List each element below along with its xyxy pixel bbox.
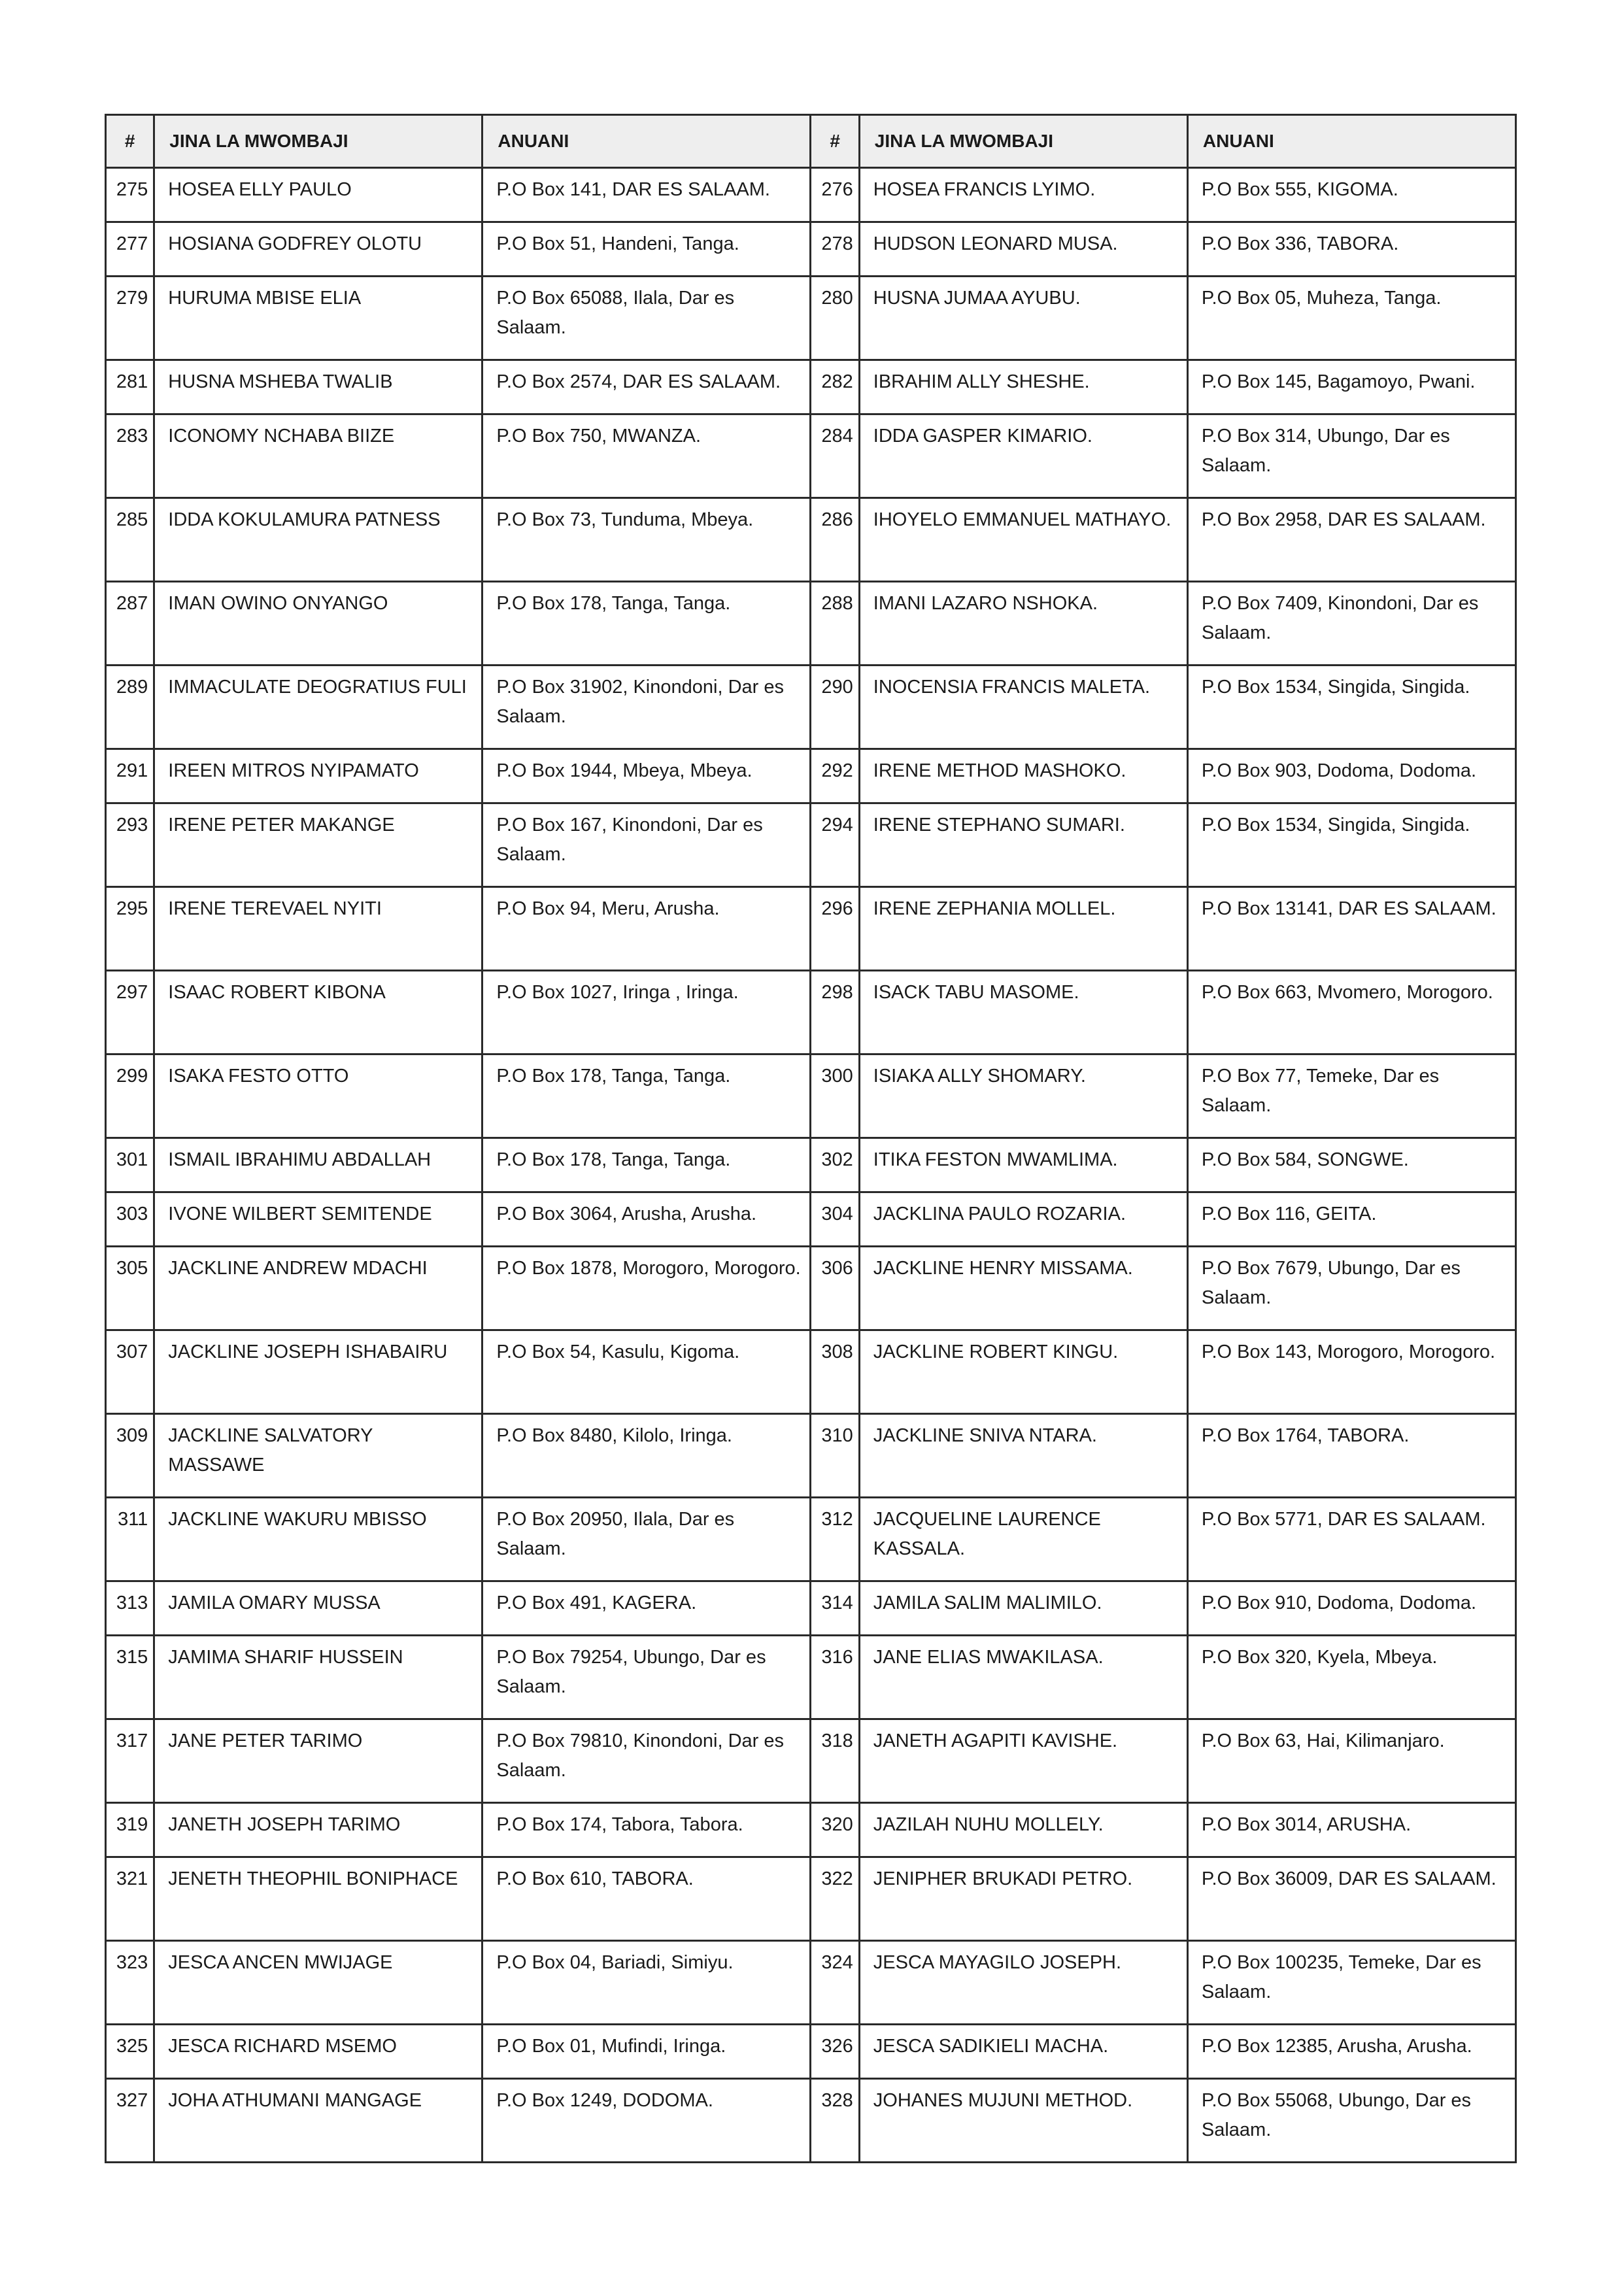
applicant-address-left: P.O Box 2574, DAR ES SALAAM. xyxy=(482,360,811,414)
applicant-address-left: P.O Box 1249, DODOMA. xyxy=(482,2079,811,2163)
applicant-name-left: JACKLINE JOSEPH ISHABAIRU xyxy=(154,1330,482,1414)
header-number-right: # xyxy=(811,115,859,168)
applicant-name-left: JACKLINE WAKURU MBISSO xyxy=(154,1498,482,1581)
applicant-name-right: HUSNA JUMAA AYUBU. xyxy=(859,277,1187,360)
applicant-name-left: JAMIMA SHARIF HUSSEIN xyxy=(154,1636,482,1719)
row-number-left: 299 xyxy=(106,1054,154,1138)
table-row xyxy=(106,1138,1516,1192)
row-number-left: 281 xyxy=(106,360,154,414)
row-number-left: 297 xyxy=(106,971,154,1054)
applicant-address-right: P.O Box 13141, DAR ES SALAAM. xyxy=(1187,887,1515,971)
applicant-address-right: P.O Box 663, Mvomero, Morogoro. xyxy=(1187,971,1515,1054)
table-header-row xyxy=(106,115,1516,168)
applicants-sheet xyxy=(105,114,1517,2163)
applicant-address-left: P.O Box 750, MWANZA. xyxy=(482,414,811,498)
row-number-left: 301 xyxy=(106,1138,154,1192)
applicant-address-right: P.O Box 314, Ubungo, Dar es Salaam. xyxy=(1187,414,1515,498)
row-number-left: 279 xyxy=(106,277,154,360)
applicant-address-left: P.O Box 167, Kinondoni, Dar es Salaam. xyxy=(482,803,811,887)
applicant-address-right: P.O Box 336, TABORA. xyxy=(1187,222,1515,277)
applicant-address-right: P.O Box 7679, Ubungo, Dar es Salaam. xyxy=(1187,1247,1515,1330)
applicant-address-right: P.O Box 903, Dodoma, Dodoma. xyxy=(1187,749,1515,803)
applicant-address-right: P.O Box 5771, DAR ES SALAAM. xyxy=(1187,1498,1515,1581)
row-number-right: 276 xyxy=(811,168,859,222)
applicant-name-right: JANE ELIAS MWAKILASA. xyxy=(859,1636,1187,1719)
applicant-name-left: JACKLINE SALVATORY MASSAWE xyxy=(154,1414,482,1498)
applicant-name-left: IMMACULATE DEOGRATIUS FULI xyxy=(154,666,482,749)
applicant-name-left: IVONE WILBERT SEMITENDE xyxy=(154,1192,482,1247)
applicant-address-left: P.O Box 54, Kasulu, Kigoma. xyxy=(482,1330,811,1414)
applicant-address-right: P.O Box 1534, Singida, Singida. xyxy=(1187,803,1515,887)
row-number-left: 319 xyxy=(106,1803,154,1857)
table-row xyxy=(106,1247,1516,1330)
applicant-name-left: JOHA ATHUMANI MANGAGE xyxy=(154,2079,482,2163)
row-number-right: 308 xyxy=(811,1330,859,1414)
applicant-address-right: P.O Box 2958, DAR ES SALAAM. xyxy=(1187,498,1515,582)
applicant-name-right: JOHANES MUJUNI METHOD. xyxy=(859,2079,1187,2163)
row-number-left: 323 xyxy=(106,1941,154,2025)
applicant-name-left: IDDA KOKULAMURA PATNESS xyxy=(154,498,482,582)
applicant-address-left: P.O Box 31902, Kinondoni, Dar es Salaam. xyxy=(482,666,811,749)
row-number-left: 285 xyxy=(106,498,154,582)
row-number-right: 314 xyxy=(811,1581,859,1636)
header-number-left: # xyxy=(106,115,154,168)
row-number-right: 304 xyxy=(811,1192,859,1247)
row-number-right: 312 xyxy=(811,1498,859,1581)
applicant-address-left: P.O Box 141, DAR ES SALAAM. xyxy=(482,168,811,222)
applicant-address-left: P.O Box 79254, Ubungo, Dar es Salaam. xyxy=(482,1636,811,1719)
row-number-right: 290 xyxy=(811,666,859,749)
row-number-right: 302 xyxy=(811,1138,859,1192)
applicant-name-right: JACKLINA PAULO ROZARIA. xyxy=(859,1192,1187,1247)
applicant-name-left: JACKLINE ANDREW MDACHI xyxy=(154,1247,482,1330)
row-number-right: 320 xyxy=(811,1803,859,1857)
applicant-address-left: P.O Box 79810, Kinondoni, Dar es Salaam. xyxy=(482,1719,811,1803)
applicant-name-left: JANETH JOSEPH TARIMO xyxy=(154,1803,482,1857)
table-row xyxy=(106,1719,1516,1803)
row-number-left: 291 xyxy=(106,749,154,803)
applicant-name-right: IRENE ZEPHANIA MOLLEL. xyxy=(859,887,1187,971)
table-row xyxy=(106,168,1516,222)
applicant-name-left: JAMILA OMARY MUSSA xyxy=(154,1581,482,1636)
applicant-name-right: IMANI LAZARO NSHOKA. xyxy=(859,582,1187,666)
applicant-address-right: P.O Box 143, Morogoro, Morogoro. xyxy=(1187,1330,1515,1414)
row-number-right: 318 xyxy=(811,1719,859,1803)
row-number-right: 296 xyxy=(811,887,859,971)
applicant-address-right: P.O Box 145, Bagamoyo, Pwani. xyxy=(1187,360,1515,414)
row-number-right: 322 xyxy=(811,1857,859,1941)
applicant-address-right: P.O Box 100235, Temeke, Dar es Salaam. xyxy=(1187,1941,1515,2025)
table-row xyxy=(106,749,1516,803)
applicant-address-left: P.O Box 04, Bariadi, Simiyu. xyxy=(482,1941,811,2025)
applicant-name-left: ICONOMY NCHABA BIIZE xyxy=(154,414,482,498)
applicant-name-right: JACQUELINE LAURENCE KASSALA. xyxy=(859,1498,1187,1581)
row-number-left: 305 xyxy=(106,1247,154,1330)
applicant-address-right: P.O Box 05, Muheza, Tanga. xyxy=(1187,277,1515,360)
applicant-address-right: P.O Box 12385, Arusha, Arusha. xyxy=(1187,2025,1515,2079)
applicant-address-left: P.O Box 178, Tanga, Tanga. xyxy=(482,1138,811,1192)
applicant-name-left: JESCA ANCEN MWIJAGE xyxy=(154,1941,482,2025)
table-row xyxy=(106,222,1516,277)
applicant-name-right: IDDA GASPER KIMARIO. xyxy=(859,414,1187,498)
applicant-address-right: P.O Box 1534, Singida, Singida. xyxy=(1187,666,1515,749)
applicant-address-left: P.O Box 610, TABORA. xyxy=(482,1857,811,1941)
applicant-name-right: IRENE STEPHANO SUMARI. xyxy=(859,803,1187,887)
table-row xyxy=(106,1803,1516,1857)
applicant-address-left: P.O Box 1878, Morogoro, Morogoro. xyxy=(482,1247,811,1330)
applicant-name-right: JESCA SADIKIELI MACHA. xyxy=(859,2025,1187,2079)
applicant-name-left: HUSNA MSHEBA TWALIB xyxy=(154,360,482,414)
applicant-address-right: P.O Box 910, Dodoma, Dodoma. xyxy=(1187,1581,1515,1636)
header-address-left: ANUANI xyxy=(482,115,811,168)
applicant-name-left: JESCA RICHARD MSEMO xyxy=(154,2025,482,2079)
row-number-left: 293 xyxy=(106,803,154,887)
applicant-name-right: ITIKA FESTON MWAMLIMA. xyxy=(859,1138,1187,1192)
applicant-name-left: ISMAIL IBRAHIMU ABDALLAH xyxy=(154,1138,482,1192)
applicant-address-left: P.O Box 1027, Iringa , Iringa. xyxy=(482,971,811,1054)
row-number-left: 313 xyxy=(106,1581,154,1636)
table-row xyxy=(106,1857,1516,1941)
row-number-right: 316 xyxy=(811,1636,859,1719)
row-number-left: 295 xyxy=(106,887,154,971)
applicant-name-left: JANE PETER TARIMO xyxy=(154,1719,482,1803)
applicant-address-left: P.O Box 491, KAGERA. xyxy=(482,1581,811,1636)
applicant-name-left: HOSIANA GODFREY OLOTU xyxy=(154,222,482,277)
table-row xyxy=(106,1581,1516,1636)
applicant-address-right: P.O Box 320, Kyela, Mbeya. xyxy=(1187,1636,1515,1719)
applicant-name-left: HOSEA ELLY PAULO xyxy=(154,168,482,222)
applicants-table xyxy=(105,114,1517,2163)
applicant-name-right: ISIAKA ALLY SHOMARY. xyxy=(859,1054,1187,1138)
applicant-address-left: P.O Box 01, Mufindi, Iringa. xyxy=(482,2025,811,2079)
row-number-right: 284 xyxy=(811,414,859,498)
applicant-address-right: P.O Box 36009, DAR ES SALAAM. xyxy=(1187,1857,1515,1941)
applicant-name-left: HURUMA MBISE ELIA xyxy=(154,277,482,360)
header-address-right: ANUANI xyxy=(1187,115,1515,168)
row-number-left: 317 xyxy=(106,1719,154,1803)
row-number-right: 280 xyxy=(811,277,859,360)
table-row xyxy=(106,666,1516,749)
row-number-left: 309 xyxy=(106,1414,154,1498)
row-number-left: 303 xyxy=(106,1192,154,1247)
applicant-name-right: IHOYELO EMMANUEL MATHAYO. xyxy=(859,498,1187,582)
row-number-right: 298 xyxy=(811,971,859,1054)
table-row xyxy=(106,2025,1516,2079)
applicant-name-right: JAZILAH NUHU MOLLELY. xyxy=(859,1803,1187,1857)
row-number-left: 307 xyxy=(106,1330,154,1414)
table-body xyxy=(106,168,1516,2163)
row-number-right: 294 xyxy=(811,803,859,887)
table-row xyxy=(106,1941,1516,2025)
row-number-left: 325 xyxy=(106,2025,154,2079)
applicant-address-left: P.O Box 20950, Ilala, Dar es Salaam. xyxy=(482,1498,811,1581)
row-number-right: 310 xyxy=(811,1414,859,1498)
applicant-address-right: P.O Box 1764, TABORA. xyxy=(1187,1414,1515,1498)
applicant-address-right: P.O Box 116, GEITA. xyxy=(1187,1192,1515,1247)
applicant-name-left: IREEN MITROS NYIPAMATO xyxy=(154,749,482,803)
applicant-name-right: JACKLINE ROBERT KINGU. xyxy=(859,1330,1187,1414)
table-row xyxy=(106,2079,1516,2163)
row-number-left: 327 xyxy=(106,2079,154,2163)
applicant-address-right: P.O Box 55068, Ubungo, Dar es Salaam. xyxy=(1187,2079,1515,2163)
applicant-name-left: JENETH THEOPHIL BONIPHACE xyxy=(154,1857,482,1941)
row-number-right: 286 xyxy=(811,498,859,582)
applicant-address-left: P.O Box 174, Tabora, Tabora. xyxy=(482,1803,811,1857)
applicant-address-right: P.O Box 7409, Kinondoni, Dar es Salaam. xyxy=(1187,582,1515,666)
row-number-left: 289 xyxy=(106,666,154,749)
applicant-name-left: IRENE PETER MAKANGE xyxy=(154,803,482,887)
table-row xyxy=(106,803,1516,887)
applicant-name-right: JACKLINE SNIVA NTARA. xyxy=(859,1414,1187,1498)
applicant-address-left: P.O Box 8480, Kilolo, Iringa. xyxy=(482,1414,811,1498)
row-number-right: 326 xyxy=(811,2025,859,2079)
table-row xyxy=(106,277,1516,360)
applicant-address-right: P.O Box 77, Temeke, Dar es Salaam. xyxy=(1187,1054,1515,1138)
applicant-address-left: P.O Box 1944, Mbeya, Mbeya. xyxy=(482,749,811,803)
table-row xyxy=(106,1498,1516,1581)
row-number-right: 278 xyxy=(811,222,859,277)
table-row xyxy=(106,1414,1516,1498)
applicant-name-right: INOCENSIA FRANCIS MALETA. xyxy=(859,666,1187,749)
applicant-address-left: P.O Box 51, Handeni, Tanga. xyxy=(482,222,811,277)
applicant-address-left: P.O Box 178, Tanga, Tanga. xyxy=(482,582,811,666)
applicant-address-left: P.O Box 73, Tunduma, Mbeya. xyxy=(482,498,811,582)
applicant-name-right: HUDSON LEONARD MUSA. xyxy=(859,222,1187,277)
applicant-name-right: ISACK TABU MASOME. xyxy=(859,971,1187,1054)
applicant-address-left: P.O Box 94, Meru, Arusha. xyxy=(482,887,811,971)
applicant-name-left: ISAKA FESTO OTTO xyxy=(154,1054,482,1138)
applicant-name-right: HOSEA FRANCIS LYIMO. xyxy=(859,168,1187,222)
row-number-left: 315 xyxy=(106,1636,154,1719)
table-row xyxy=(106,414,1516,498)
row-number-left: 275 xyxy=(106,168,154,222)
table-row xyxy=(106,360,1516,414)
applicant-address-right: P.O Box 3014, ARUSHA. xyxy=(1187,1803,1515,1857)
applicant-address-left: P.O Box 178, Tanga, Tanga. xyxy=(482,1054,811,1138)
table-row xyxy=(106,582,1516,666)
row-number-right: 282 xyxy=(811,360,859,414)
row-number-left: 321 xyxy=(106,1857,154,1941)
applicant-address-right: P.O Box 584, SONGWE. xyxy=(1187,1138,1515,1192)
header-name-left: JINA LA MWOMBAJI xyxy=(154,115,482,168)
applicant-name-left: IRENE TEREVAEL NYITI xyxy=(154,887,482,971)
applicant-name-right: JANETH AGAPITI KAVISHE. xyxy=(859,1719,1187,1803)
row-number-left: 283 xyxy=(106,414,154,498)
row-number-right: 324 xyxy=(811,1941,859,2025)
header-name-right: JINA LA MWOMBAJI xyxy=(859,115,1187,168)
table-row xyxy=(106,971,1516,1054)
table-row xyxy=(106,887,1516,971)
applicant-name-right: JENIPHER BRUKADI PETRO. xyxy=(859,1857,1187,1941)
row-number-right: 292 xyxy=(811,749,859,803)
row-number-left: 311 xyxy=(106,1498,154,1581)
row-number-right: 306 xyxy=(811,1247,859,1330)
row-number-right: 300 xyxy=(811,1054,859,1138)
row-number-right: 328 xyxy=(811,2079,859,2163)
applicant-name-right: IBRAHIM ALLY SHESHE. xyxy=(859,360,1187,414)
applicant-address-left: P.O Box 65088, Ilala, Dar es Salaam. xyxy=(482,277,811,360)
row-number-right: 288 xyxy=(811,582,859,666)
applicant-name-right: IRENE METHOD MASHOKO. xyxy=(859,749,1187,803)
applicant-name-left: IMAN OWINO ONYANGO xyxy=(154,582,482,666)
row-number-left: 287 xyxy=(106,582,154,666)
table-row xyxy=(106,498,1516,582)
table-row xyxy=(106,1054,1516,1138)
table-row xyxy=(106,1636,1516,1719)
applicant-name-right: JAMILA SALIM MALIMILO. xyxy=(859,1581,1187,1636)
applicant-address-right: P.O Box 555, KIGOMA. xyxy=(1187,168,1515,222)
applicant-address-right: P.O Box 63, Hai, Kilimanjaro. xyxy=(1187,1719,1515,1803)
table-row xyxy=(106,1330,1516,1414)
applicant-address-left: P.O Box 3064, Arusha, Arusha. xyxy=(482,1192,811,1247)
table-row xyxy=(106,1192,1516,1247)
applicant-name-right: JACKLINE HENRY MISSAMA. xyxy=(859,1247,1187,1330)
applicant-name-right: JESCA MAYAGILO JOSEPH. xyxy=(859,1941,1187,2025)
row-number-left: 277 xyxy=(106,222,154,277)
applicant-name-left: ISAAC ROBERT KIBONA xyxy=(154,971,482,1054)
